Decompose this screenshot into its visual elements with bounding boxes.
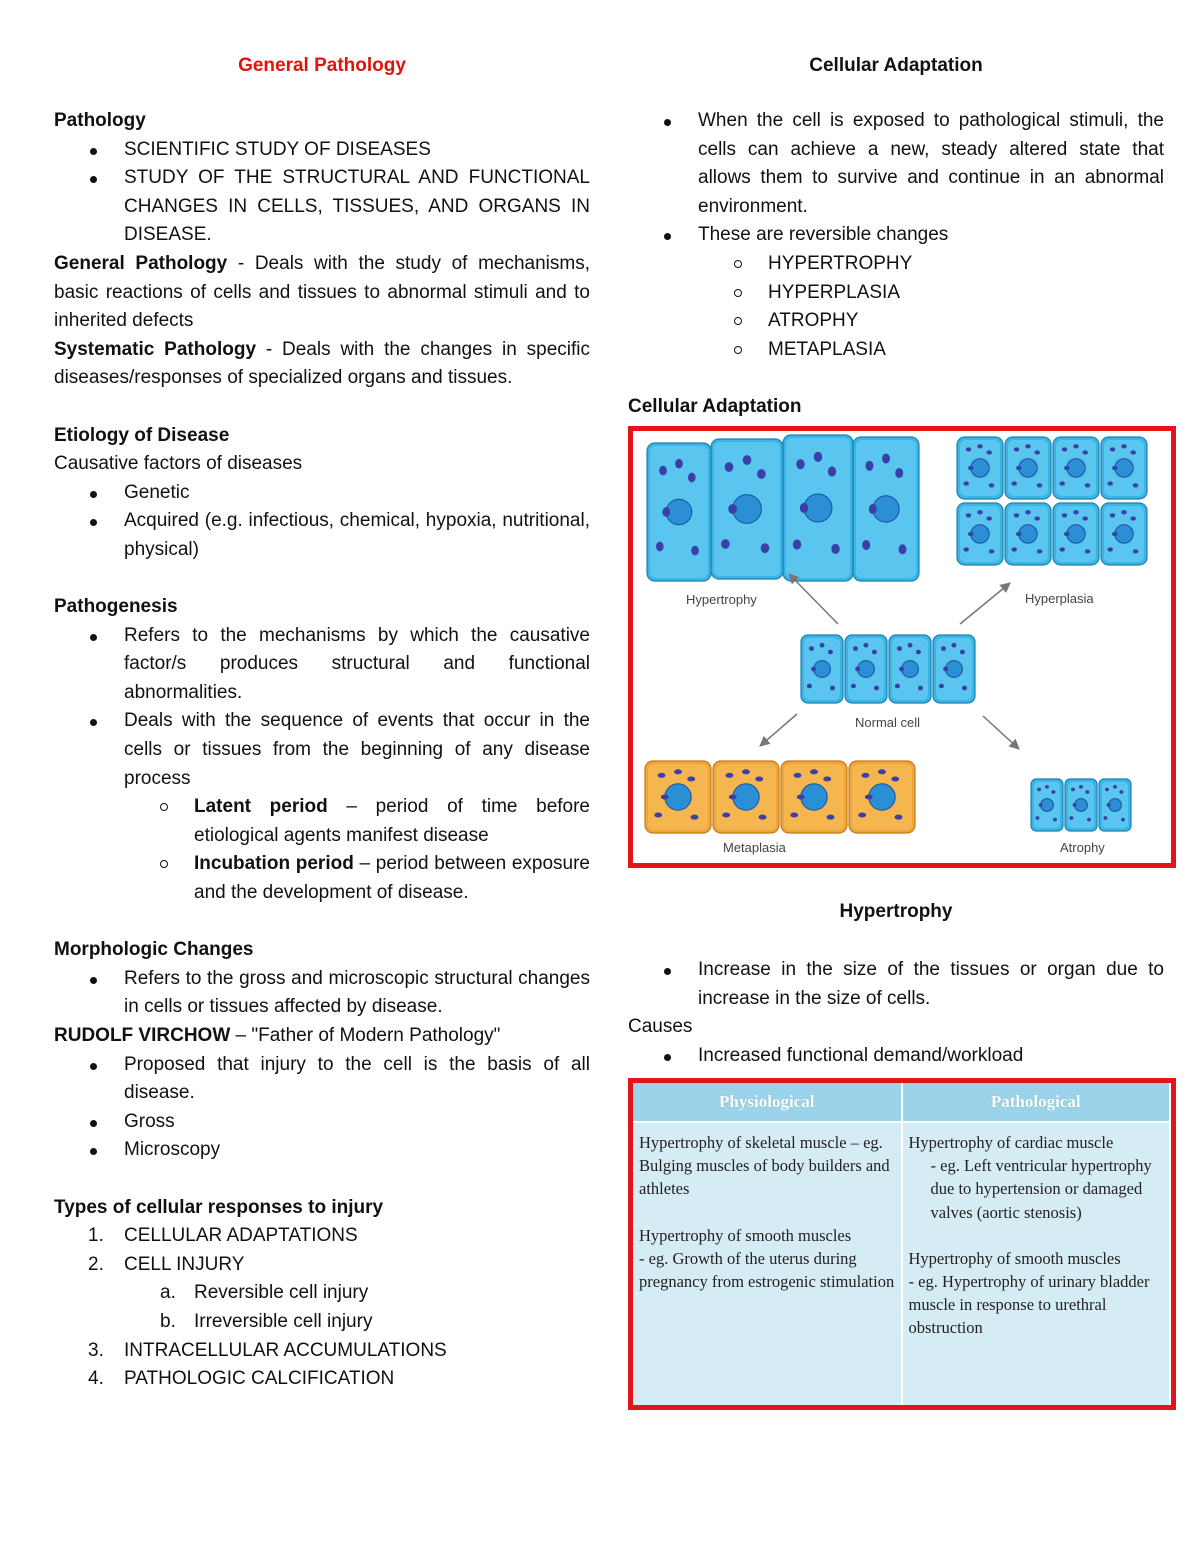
causes-label: Causes <box>628 1016 693 1038</box>
arrow-to-atrophy <box>983 716 1019 749</box>
types-sublist <box>54 1279 590 1336</box>
virchow-list <box>54 1051 590 1165</box>
hypertrophy-cell <box>783 435 853 581</box>
table-cell-pathological: Hypertrophy of cardiac muscle - eg. Left ventricular hypertrophy due to hypertension or damaged valves (aortic stenosis) Hypertrophy of smooth muscles - eg. Hypertrophy of urinary bladder muscle in response to urethral obstruction <box>902 1122 1171 1405</box>
list-item: These are reversible changes <box>628 221 1164 250</box>
list-item: Proposed that injury to the cell is the basis of all disease. <box>54 1051 590 1108</box>
hyperplasia-cell <box>1005 503 1051 565</box>
metaplasia-cell <box>713 761 779 833</box>
hyperplasia-cell <box>1053 503 1099 565</box>
list-item: METAPLASIA <box>628 336 1164 365</box>
hypertrophy-title: Hypertrophy <box>839 901 953 922</box>
list-item: Acquired (e.g. infectious, chemical, hypoxia, nutritional, physical) <box>54 507 590 564</box>
table-header-physiological: Physiological <box>633 1083 902 1122</box>
label-metaplasia: Metaplasia <box>723 840 786 855</box>
hyperplasia-cell <box>1005 437 1051 499</box>
list-item: STUDY OF THE STRUCTURAL AND FUNCTIONAL CHANGES IN CELLS, TISSUES, AND ORGANS IN DISEASE. <box>54 164 590 250</box>
cellular-adaptation-title: Cellular Adaptation <box>809 55 983 76</box>
hypertrophy-cell <box>711 439 783 579</box>
left-column <box>54 0 590 1394</box>
list-item: HYPERPLASIA <box>628 279 1164 308</box>
table-header-pathological: Pathological <box>902 1083 1171 1122</box>
metaplasia-cell <box>849 761 915 833</box>
right-column <box>628 0 1164 422</box>
list-item: Gross <box>54 1108 590 1137</box>
list-item: Deals with the sequence of events that occur in the cells or tissues from the beginning of any disease process <box>54 707 590 793</box>
etiology-intro: Causative factors of diseases <box>54 453 303 475</box>
morphologic-list <box>54 965 590 1022</box>
arrow-to-metaplasia <box>760 714 797 746</box>
figure-heading: Cellular Adaptation <box>628 395 802 417</box>
adaptation-list <box>628 107 1164 250</box>
label-hyperplasia: Hyperplasia <box>1025 591 1094 606</box>
label-hypertrophy: Hypertrophy <box>686 592 757 607</box>
table-cell-physiological: Hypertrophy of skeletal muscle – eg. Bulging muscles of body builders and athletes Hypertrophy of smooth muscles - eg. Growth of the uterus during pregnancy from estrogenic stimulation <box>633 1122 902 1405</box>
hypertrophy-table-box <box>628 1078 1176 1410</box>
systematic-pathology-definition: Systematic Pathology - Deals with the changes in specific diseases/responses of specialized organs and tissues. <box>54 338 590 389</box>
hyperplasia-cell <box>957 503 1003 565</box>
causes-list <box>628 1042 1164 1071</box>
list-item: a. Reversible cell injury <box>160 1282 369 1304</box>
pathology-list <box>54 136 590 250</box>
types-list <box>54 1222 590 1279</box>
hypertrophy-cell <box>853 437 919 581</box>
page-title: General Pathology <box>238 55 406 76</box>
normal-cell <box>801 635 843 703</box>
hypertrophy-table <box>633 1083 1171 1405</box>
hypertrophy-list <box>628 956 1164 1013</box>
normal-cell <box>845 635 887 703</box>
hyperplasia-cell <box>1053 437 1099 499</box>
etiology-heading: Etiology of Disease <box>54 424 230 446</box>
normal-cell <box>889 635 931 703</box>
adaptation-figure <box>628 426 1176 868</box>
list-item: Genetic <box>54 479 590 508</box>
hypertrophy-section <box>628 898 1164 1070</box>
metaplasia-cell <box>781 761 847 833</box>
label-atrophy: Atrophy <box>1060 840 1105 855</box>
list-item: ATROPHY <box>628 307 1164 336</box>
label-normal-cell: Normal cell <box>855 715 921 730</box>
list-item: 2. CELL INJURY <box>88 1253 245 1275</box>
pathogenesis-sublist <box>54 793 590 907</box>
list-item: Latent period – period of time before etiological agents manifest disease <box>54 793 590 850</box>
adaptation-sublist <box>628 250 1164 364</box>
atrophy-cell <box>1031 779 1063 831</box>
atrophy-cell <box>1065 779 1097 831</box>
atrophy-cell <box>1099 779 1131 831</box>
virchow-line: RUDOLF VIRCHOW – "Father of Modern Pathology" <box>54 1025 501 1046</box>
list-item: 3. INTRACELLULAR ACCUMULATIONS <box>88 1339 447 1361</box>
list-item: Increased functional demand/workload <box>628 1042 1164 1071</box>
pathogenesis-heading: Pathogenesis <box>54 596 178 618</box>
morphologic-heading: Morphologic Changes <box>54 939 254 961</box>
metaplasia-cell <box>645 761 711 833</box>
list-item: Incubation period – period between exposure and the development of disease. <box>54 850 590 907</box>
list-item: SCIENTIFIC STUDY OF DISEASES <box>54 136 590 165</box>
list-item: 1. CELLULAR ADAPTATIONS <box>88 1225 358 1247</box>
hyperplasia-cell <box>1101 503 1147 565</box>
hypertrophy-cell <box>647 443 711 581</box>
list-item: 4. PATHOLOGIC CALCIFICATION <box>88 1368 395 1390</box>
arrow-to-hyperplasia <box>960 583 1010 624</box>
list-item: HYPERTROPHY <box>628 250 1164 279</box>
hyperplasia-cell <box>1101 437 1147 499</box>
pathogenesis-list <box>54 622 590 794</box>
list-item: Microscopy <box>54 1136 590 1165</box>
list-item: b. Irreversible cell injury <box>160 1310 373 1332</box>
types-heading: Types of cellular responses to injury <box>54 1196 384 1218</box>
etiology-list <box>54 479 590 565</box>
list-item: Refers to the mechanisms by which the causative factor/s produces structural and functional abnormalities. <box>54 622 590 708</box>
pathology-heading: Pathology <box>54 110 146 131</box>
list-item: Increase in the size of the tissues or organ due to increase in the size of cells. <box>628 956 1164 1013</box>
adaptation-diagram <box>633 431 1171 863</box>
types-list-continued <box>54 1337 590 1394</box>
normal-cell <box>933 635 975 703</box>
general-pathology-definition: General Pathology - Deals with the study of mechanisms, basic reactions of cells and tissues to abnormal stimuli and to inherited defects <box>54 252 590 332</box>
list-item: Refers to the gross and microscopic structural changes in cells or tissues affected by disease. <box>54 965 590 1022</box>
list-item: When the cell is exposed to pathological stimuli, the cells can achieve a new, steady altered state that allows them to survive and continue in an abnormal environment. <box>628 107 1164 221</box>
hyperplasia-cell <box>957 437 1003 499</box>
